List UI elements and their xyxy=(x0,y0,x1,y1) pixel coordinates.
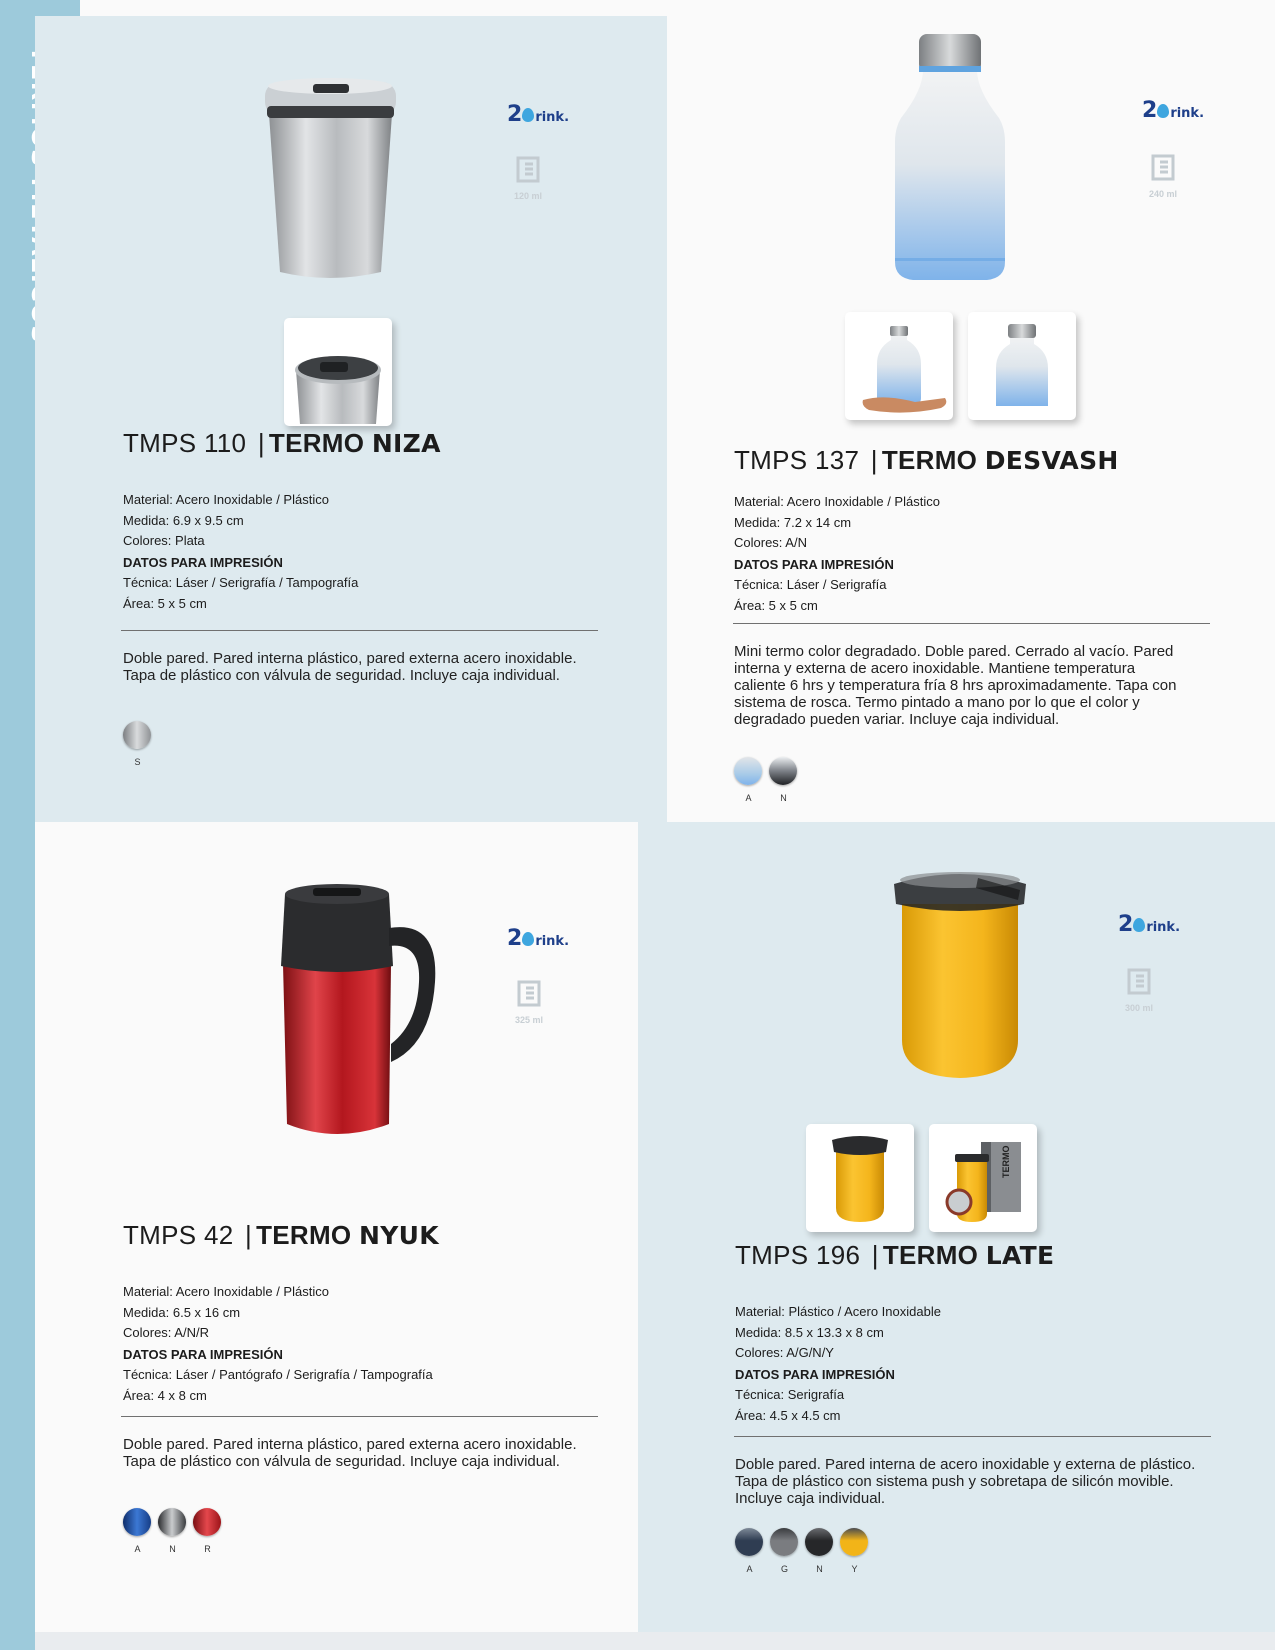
product-card-niza xyxy=(35,16,667,822)
tumbler-icon xyxy=(806,1124,914,1232)
product-image-nyuk xyxy=(271,874,447,1146)
spec-list: Material: Plástico / Acero Inoxidable Medida: 8.5 x 13.3 x 8 cm Colores: A/G/N/Y DATOS PARA IMPRESIÓN Técnica: Serigrafía Área: 4.5 x 4.5 cm xyxy=(735,1304,941,1423)
swatch-a[interactable]: A xyxy=(735,1528,764,1574)
thumbnail-desvash-front[interactable] xyxy=(968,312,1076,420)
swatch-n[interactable]: N xyxy=(769,757,798,803)
divider xyxy=(121,1416,598,1417)
product-description: Doble pared. Pared interna plástico, pared externa acero inoxidable. Tapa de plástico con válvula de seguridad. Incluye caja individual. xyxy=(123,1436,577,1470)
product-title: TMPS 137 | TERMO DESVASH xyxy=(734,445,1119,475)
measuring-cup-icon xyxy=(514,978,544,1008)
swatch-n[interactable]: N xyxy=(805,1528,834,1574)
swatch-r[interactable]: R xyxy=(193,1508,222,1554)
swatch-y[interactable]: Y xyxy=(840,1528,869,1574)
bottle-in-hand-icon xyxy=(845,312,953,420)
color-swatches xyxy=(123,1508,228,1554)
brand-logo: 2 rink. xyxy=(507,102,570,127)
product-title: TMPS 196 | TERMO LATE xyxy=(735,1240,1055,1270)
product-title: TMPS 42 | TERMO NYUK xyxy=(123,1220,439,1250)
thumbnail-desvash-hand[interactable] xyxy=(845,312,953,420)
brand-logo: 2 rink. xyxy=(1118,912,1181,937)
divider xyxy=(121,630,598,631)
brand-logo: 2 rink. xyxy=(507,926,570,951)
swatch-n[interactable]: N xyxy=(158,1508,187,1554)
bottle-icon xyxy=(968,312,1076,420)
capacity-badge: 325 ml xyxy=(512,978,546,1025)
footer-strip xyxy=(35,1632,1275,1650)
measuring-cup-icon xyxy=(1148,152,1178,182)
product-description: Doble pared. Pared interna plástico, pared externa acero inoxidable. Tapa de plástico con válvula de seguridad. Incluye caja individual. xyxy=(123,650,577,684)
swatch-s[interactable]: S xyxy=(123,721,152,767)
color-swatches xyxy=(123,721,158,767)
measuring-cup-icon xyxy=(513,154,543,184)
color-swatches xyxy=(734,757,804,803)
product-title: TMPS 110 | TERMO NIZA xyxy=(123,428,441,458)
capacity-badge: 300 ml xyxy=(1122,966,1156,1013)
capacity-badge: 120 ml xyxy=(511,154,545,201)
product-image-niza xyxy=(263,76,398,286)
divider xyxy=(734,1436,1211,1437)
tumbler-lid-icon xyxy=(284,318,392,426)
measuring-cup-icon xyxy=(1124,966,1154,996)
product-description: Doble pared. Pared interna de acero inoxidable y externa de plástico. Tapa de plástico con sistema push y sobretapa de silicón movible. Incluye caja individual. xyxy=(735,1456,1196,1507)
spec-list: Material: Acero Inoxidable / Plástico Medida: 7.2 x 14 cm Colores: A/N DATOS PARA IMPRESIÓN Técnica: Láser / Serigrafía Área: 5 x 5 cm xyxy=(734,494,940,613)
thumbnail-late-box[interactable] xyxy=(929,1124,1037,1232)
product-image-late xyxy=(892,870,1028,1082)
spec-list: Material: Acero Inoxidable / Plástico Medida: 6.5 x 16 cm Colores: A/N/R DATOS PARA IMPRESIÓN Técnica: Láser / Pantógrafo / Serigrafía / Tampografía Área: 4 x 8 cm xyxy=(123,1284,433,1403)
swatch-a[interactable]: A xyxy=(123,1508,152,1554)
capacity-badge: 240 ml xyxy=(1146,152,1180,199)
product-card-nyuk xyxy=(35,822,638,1632)
brand-logo: 2 rink. xyxy=(1142,98,1205,123)
swatch-g[interactable]: G xyxy=(770,1528,799,1574)
swatch-a[interactable]: A xyxy=(734,757,763,803)
spec-list: Material: Acero Inoxidable / Plástico Medida: 6.9 x 9.5 cm Colores: Plata DATOS PARA IMPRESIÓN Técnica: Láser / Serigrafía / Tampografía Área: 5 x 5 cm xyxy=(123,492,359,611)
thumbnail-late-open[interactable] xyxy=(806,1124,914,1232)
thumbnail-niza-top[interactable] xyxy=(284,318,392,426)
product-image-desvash xyxy=(893,32,1007,284)
product-card-desvash xyxy=(667,16,1275,822)
product-card-late xyxy=(638,822,1275,1632)
gift-box-icon xyxy=(929,1124,1037,1232)
color-swatches xyxy=(735,1528,875,1574)
divider xyxy=(733,623,1210,624)
box-label: TERMO xyxy=(1001,1145,1011,1178)
product-description: Mini termo color degradado. Doble pared. Cerrado al vacío. Pared interna y externa de acero inoxidable. Mantiene temperatura caliente 6 hrs y temperatura fría 8 hrs aproximadamente. Tapa con sistema de rosca. Termo pintado a mano por lo que el color y degradado pueden variar. Incluye caja individual. xyxy=(734,643,1177,728)
